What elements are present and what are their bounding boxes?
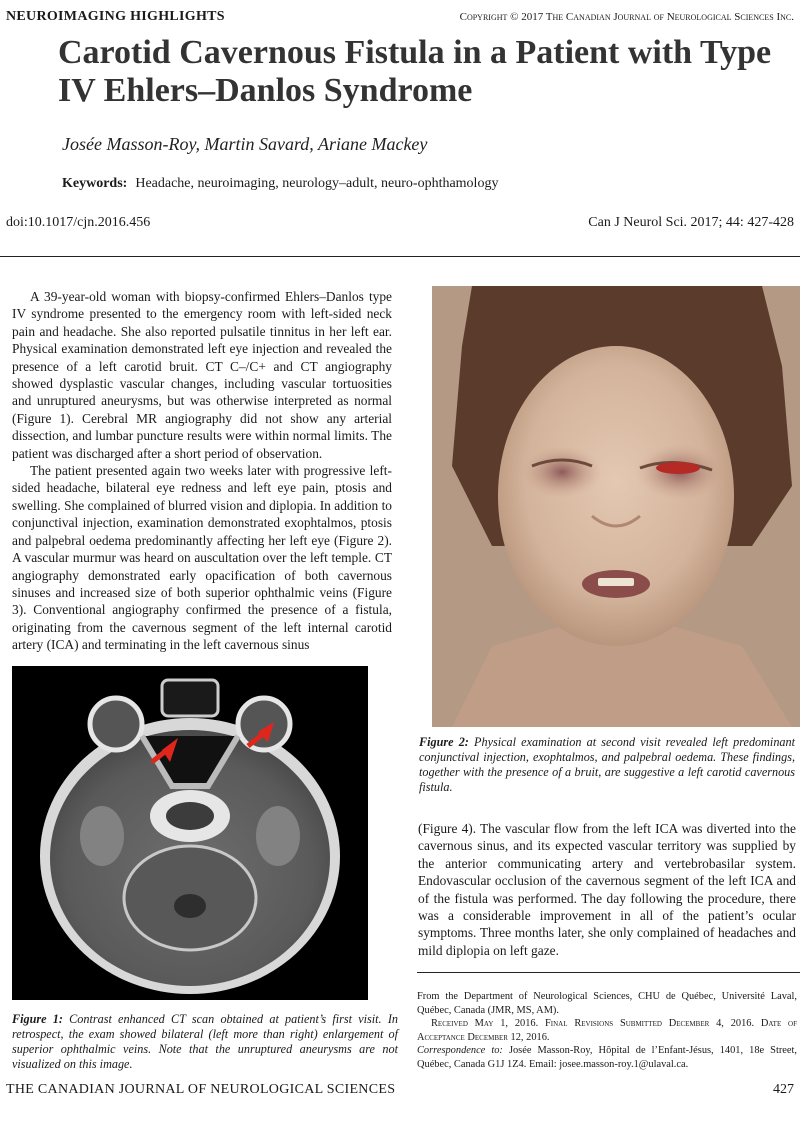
patient-face-illustration xyxy=(432,286,800,727)
affiliation-from: From the Department of Neurological Sciences, CHU de Québec, Université Laval, Québec, Canada (JMR, MS, AM). xyxy=(417,991,797,1016)
affiliation-block xyxy=(417,990,797,1072)
figure-2-caption xyxy=(419,735,795,795)
keywords-label: Keywords: xyxy=(62,176,128,191)
author-list: Josée Masson-Roy, Martin Savard, Ariane Mackey xyxy=(62,134,428,154)
keywords-line xyxy=(62,176,498,192)
figure-2-caption-text: Physical examination at second visit revealed left predominant conjunctival injection, exophtalmos, and palpebral oedema. These findings, together with the presence of a bruit, are suggestive a left carotid cavernous fistula. xyxy=(419,735,795,794)
section-label: NEUROIMAGING HIGHLIGHTS xyxy=(6,9,225,24)
body-paragraph-2: The patient presented again two weeks later with progressive left-sided headache, bilateral eye redness and left eye pain, ptosis and swelling. She complained of blurred vision and diplopia. In addition to conjunctival injection, examination demonstrated exophtalmos, ptosis and palpebral oedema predominantly affecting her left eye (Figure 2). A vascular murmur was heard on auscultation over the left temple. CT angiography demonstrated early opacification of both cavernous sinuses and increased size of both superior ophthalmic veins (Figure 3). Conventional angiography confirmed the presence of a fistula, originating from the cavernous segment of the left internal carotid artery (ICA) and terminating in the left cavernous sinus xyxy=(12,463,392,653)
keywords-text: Headache, neuroimaging, neurology–adult, neuro-ophthamology xyxy=(135,176,499,191)
correspondence xyxy=(417,1044,797,1071)
article-title: Carotid Cavernous Fistula in a Patient with Type IV Ehlers–Danlos Syndrome xyxy=(58,34,772,109)
figure-1-caption-text: Contrast enhanced CT scan obtained at patient’s first visit. In retrospect, the exam showed bilateral (left more than right) enlargement of superior ophthalmic veins. Note that the unruptured aneurysms are not visualized on this image. xyxy=(12,1012,398,1071)
affiliation-divider xyxy=(417,972,800,973)
correspondence-text: Josée Masson-Roy, Hôpital de l’Enfant-Jésus, 1401, 18e Street, Québec, Canada G1J 1Z4. Email: josee.masson-roy.1@ulaval.ca. xyxy=(417,1045,797,1070)
correspondence-label: Correspondence to: xyxy=(417,1045,503,1057)
figure-2-label: Figure 2: xyxy=(419,735,469,749)
header-divider xyxy=(0,256,800,257)
body-paragraph-3: (Figure 4). The vascular flow from the left ICA was diverted into the cavernous sinus, and its expected vascular territory was supplied by the anterior communicating artery and vertebrobasilar system. Endovascular occlusion of the cavernous segment of the left ICA and of the fistula was performed. The day following the procedure, there was a considerable improvement in all of the patient’s ocular symptoms. Three months later, she only complained of headaches and mild diplopia on left gaze. xyxy=(418,821,796,958)
figure-1-caption xyxy=(12,1012,398,1072)
page-number: 427 xyxy=(773,1082,794,1097)
body-column-left xyxy=(12,288,392,654)
received-dates: Received May 1, 2016. Final Revisions Submitted December 4, 2016. Date of Acceptance December 12, 2016. xyxy=(417,1018,797,1043)
ct-scan-illustration xyxy=(12,666,368,1000)
footer-journal-name: THE CANADIAN JOURNAL OF NEUROLOGICAL SCIENCES xyxy=(6,1082,396,1097)
body-paragraph-1: A 39-year-old woman with biopsy-confirmed Ehlers–Danlos type IV syndrome presented to the emergency room with left-sided neck pain and headache. She also reported pulsatile tinnitus in her left ear. Physical examination demonstrated left eye injection and revealed the presence of a left carotid bruit. CT C–/C+ and CT angiography showed dysplastic vascular changes, including vascular tortuosities and unruptured aneurysms, but was otherwise interpreted as normal (Figure 1). Cerebral MR angiography did not show any arterial dissection, and lumbar puncture results were within normal limits. The patient was discharged after a short period of observation. xyxy=(12,289,392,461)
figure-1-ct-scan xyxy=(12,666,368,1000)
doi-link[interactable]: doi:10.1017/cjn.2016.456 xyxy=(6,215,151,230)
figure-1-label: Figure 1: xyxy=(12,1012,63,1026)
citation: Can J Neurol Sci. 2017; 44: 427-428 xyxy=(588,215,794,230)
figure-2-patient-photo xyxy=(432,286,800,727)
copyright-notice: Copyright © 2017 The Canadian Journal of Neurological Sciences Inc. xyxy=(459,11,794,23)
